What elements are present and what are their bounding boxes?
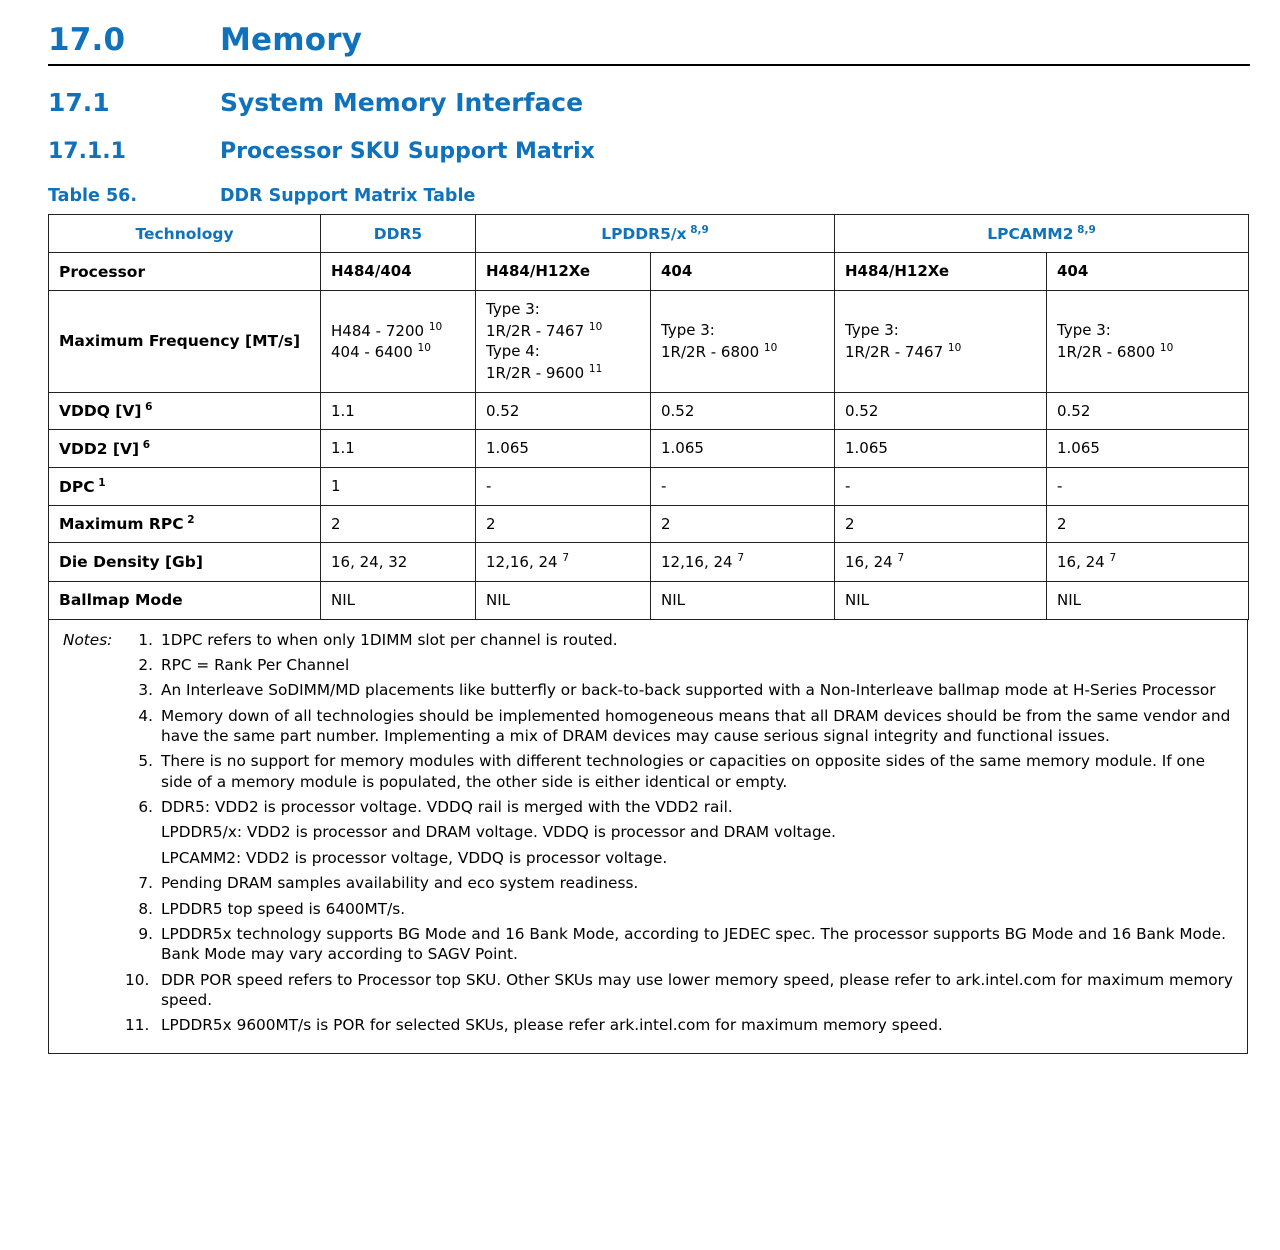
footnote-marker: 10 [417,342,431,355]
cell-line: 1R/2R - 7467 $^{10}$ [486,320,603,340]
cell-line: Type 3: [845,321,899,340]
cell-line: 1R/2R - 6800 $^{10}$ [1057,341,1174,361]
cell-line: - [845,476,851,495]
note-number: 2. [138,656,153,675]
cell-line: NIL [1057,591,1082,610]
table-cell [651,467,835,505]
footnote-marker: 10 [588,320,603,333]
footnote-marker: 6 [139,439,151,452]
table-cell [835,582,1047,620]
note-item [125,873,1233,893]
table-cell [476,582,651,620]
row-header: Processor [49,253,321,291]
table-cell [651,543,835,582]
header-technology: Technology [49,215,321,253]
cell-line: H484/H12Xe [845,262,950,281]
note-text: An Interleave SoDIMM/MD placements like butterfly or back-to-back supported with a Non-Interleave ballmap mode at H-Series Processor [161,681,1216,700]
note-number: 10. [125,970,150,989]
section-heading-17-1-1 [48,139,1250,164]
table-cell [1047,582,1249,620]
table-cell [835,392,1047,430]
row-header: Maximum RPC $^2$ [49,505,321,543]
notes-first-line [63,630,1233,655]
table-cell [476,505,651,543]
cell-line: Type 4: [486,342,540,361]
note-number: 3. [138,681,153,700]
note-text: 1DPC refers to when only 1DIMM slot per channel is routed. [161,630,618,649]
cell-line: 0.52 [661,401,695,420]
footnote-marker: 2 [183,514,195,527]
table-cell [835,290,1047,392]
header-lpddr5x: LPDDR5/x $^{8,9}$ [476,215,835,253]
row-header: Die Density [Gb] [49,543,321,582]
cell-line: H484/H12Xe [486,262,591,281]
table-cell [651,430,835,468]
table-row [49,430,1249,468]
header-ddr5: DDR5 [321,215,476,253]
table-cell [476,543,651,582]
table-row [49,543,1249,582]
ddr-support-matrix-table [48,214,1249,620]
footnote-marker: 8,9 [1073,224,1096,236]
note-subtext: LPCAMM2: VDD2 is processor voltage, VDDQ is processor voltage. [161,848,668,867]
note-text: LPDDR5x 9600MT/s is POR for selected SKUs, please refer ark.intel.com for maximum memory speed. [161,1016,943,1035]
footnote-marker: 10 [947,341,962,354]
section-heading-17-1 [48,88,1250,117]
cell-line: 1R/2R - 7467 $^{10}$ [845,341,962,361]
row-header: DPC $^1$ [49,467,321,505]
note-text: Memory down of all technologies should be implemented homogeneous means that all DRAM devices should be from the same vendor and have the same part number. Implementing a mix of DRAM devices may cause serious signal integrity and functional issues. [161,706,1231,746]
cell-line: 0.52 [845,401,879,420]
note-item [125,706,1233,747]
table-row [49,505,1249,543]
cell-line: 0.52 [1057,401,1091,420]
cell-line: 2 [331,514,341,533]
note-number: 11. [125,1016,150,1035]
table-row [49,290,1249,392]
table-cell [321,543,476,582]
cell-line: 2 [486,514,496,533]
row-header: Ballmap Mode [49,582,321,620]
footnote-marker: 7 [1109,552,1117,565]
table-row [49,467,1249,505]
footnote-marker: 7 [562,552,570,565]
table-cell [321,467,476,505]
table-cell [321,505,476,543]
table-cell [1047,253,1249,291]
table-cell [1047,543,1249,582]
table-cell [835,543,1047,582]
section-title: Memory [220,22,363,58]
subsection-title: System Memory Interface [220,88,584,117]
footnote-marker: 6 [141,401,153,414]
note-text: There is no support for memory modules with different technologies or capacities on opposite sides of the same memory module. If one side of a memory module is populated, the other side is either identical or empty. [161,752,1206,791]
cell-line: NIL [331,591,356,610]
note-number: 1. [138,630,153,649]
note-text: LPDDR5x technology supports BG Mode and 16 Bank Mode, according to JEDEC spec. The processor supports BG Mode and 16 Bank Mode. Bank Mode may vary according to SAGV Point. [161,924,1226,964]
cell-line: 0.52 [486,401,520,420]
cell-line: 1.1 [331,401,355,420]
note-number: 6. [138,798,153,817]
table-cell [651,582,835,620]
cell-line: NIL [486,591,511,610]
footnote-marker: 10 [1159,341,1174,354]
table-cell [321,290,476,392]
row-header: VDDQ [V] $^6$ [49,392,321,430]
cell-line: H484/404 [331,262,412,281]
cell-line: 1.065 [661,439,704,458]
row-header: Maximum Frequency [MT/s] [49,290,321,392]
note-number: 4. [138,706,153,725]
note-item [125,630,1233,650]
footnote-marker: 7 [897,552,905,565]
table-caption-number: Table 56. [48,186,137,206]
table-cell [651,290,835,392]
cell-line: Type 3: [661,321,715,340]
note-item [125,751,1233,792]
note-text: RPC = Rank Per Channel [161,656,350,675]
table-cell [835,505,1047,543]
footnote-marker: 11 [588,362,603,375]
subsubsection-number: 17.1.1 [48,139,126,164]
cell-line: 1 [331,476,341,495]
table-cell [476,392,651,430]
table-cell [835,253,1047,291]
cell-line: 404 [661,262,693,281]
heading-rule [48,64,1250,66]
table-cell [476,430,651,468]
footnote-marker: 8,9 [686,224,709,236]
note-item [125,797,1233,868]
table-cell [476,290,651,392]
table-cell [1047,392,1249,430]
table-cell [835,467,1047,505]
notes-list [125,655,1233,1036]
cell-line: NIL [661,591,686,610]
table-cell [651,253,835,291]
footnote-marker: 10 [428,320,443,333]
cell-line: 16, 24 $^7$ [845,552,905,572]
note-item [125,655,1233,675]
cell-line: 404 [1057,262,1089,281]
table-cell [476,467,651,505]
notes-label: Notes: [63,630,113,649]
table-row [49,582,1249,620]
table-cell [1047,430,1249,468]
cell-line: 1R/2R - 9600 $^{11}$ [486,362,603,382]
table-cell [1047,290,1249,392]
table-row [49,392,1249,430]
cell-line: Type 3: [486,299,540,318]
cell-line: 2 [845,514,855,533]
table-cell [1047,467,1249,505]
table-cell [321,582,476,620]
note-text: DDR POR speed refers to Processor top SKU. Other SKUs may use lower memory speed, please refer to ark.intel.com for maximum memory speed. [161,970,1233,1009]
table-cell [321,430,476,468]
table-caption [48,186,1250,206]
note-text: Pending DRAM samples availability and eco system readiness. [161,874,639,893]
cell-line: 16, 24 $^7$ [1057,552,1117,572]
subsection-number: 17.1 [48,88,110,117]
section-number: 17.0 [48,22,126,58]
section-heading-17-0 [48,22,1250,58]
cell-line: - [661,476,667,495]
footnote-marker: 7 [737,552,745,565]
cell-line: 12,16, 24 $^7$ [661,552,745,572]
note-item [125,680,1233,700]
table-cell [835,430,1047,468]
cell-line: 2 [1057,514,1067,533]
note-number: 8. [138,899,153,918]
note-number: 7. [138,874,153,893]
note-number: 9. [138,924,153,943]
footnote-marker: 1 [94,476,106,489]
cell-line: - [1057,476,1063,495]
note-text: LPDDR5 top speed is 6400MT/s. [161,899,406,918]
note-item [125,1015,1233,1035]
cell-line: NIL [845,591,870,610]
table-cell [1047,505,1249,543]
subsubsection-title: Processor SKU Support Matrix [220,139,595,164]
note-item [125,899,1233,919]
cell-line: 1.065 [845,439,888,458]
table-row [49,253,1249,291]
table-header-row [49,215,1249,253]
note-number: 5. [138,752,153,771]
table-cell [476,253,651,291]
cell-line: 1.065 [1057,439,1100,458]
note-text: DDR5: VDD2 is processor voltage. VDDQ rail is merged with the VDD2 rail. LPDDR5/x: VDD2 is processor and DRAM voltage. VDDQ is processor and DRAM voltage. LPCAMM2: VDD2 is processor voltage, VDDQ is processor voltage. [161,797,1233,868]
header-lpcamm2: LPCAMM2 $^{8,9}$ [835,215,1249,253]
table-caption-text: DDR Support Matrix Table [220,186,476,206]
cell-line: Type 3: [1057,321,1111,340]
cell-line: 404 - 6400 $^{10}$ [331,342,431,362]
note-subtext: LPDDR5/x: VDD2 is processor and DRAM voltage. VDDQ is processor and DRAM voltage. [161,823,836,842]
cell-line: 16, 24, 32 [331,552,408,571]
note-item [125,970,1233,1011]
row-header: VDD2 [V] $^6$ [49,430,321,468]
cell-line: - [486,476,492,495]
table-cell [321,253,476,291]
table-cell [651,505,835,543]
table-cell [651,392,835,430]
cell-line: H484 - 7200 $^{10}$ [331,320,443,340]
note-item [125,924,1233,965]
cell-line: 2 [661,514,671,533]
cell-line: 1.065 [486,439,529,458]
table-cell [321,392,476,430]
footnote-marker: 10 [763,341,778,354]
table-body [49,253,1249,620]
notes-section [48,620,1248,1054]
cell-line: 1.1 [331,439,355,458]
cell-line: 12,16, 24 $^7$ [486,552,570,572]
cell-line: 1R/2R - 6800 $^{10}$ [661,341,778,361]
